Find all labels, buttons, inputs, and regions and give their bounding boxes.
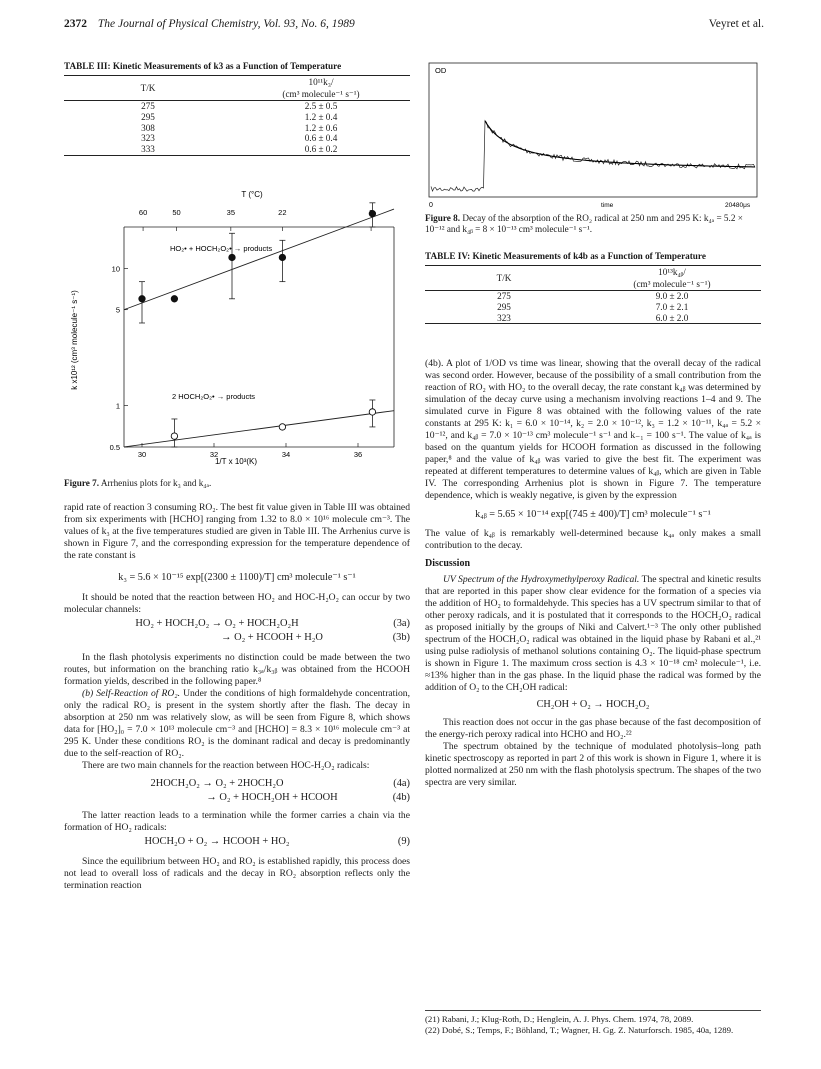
table-iii-col-t: T/K <box>140 83 156 93</box>
paragraph: This reaction does not occur in the gas phase because of the fast decomposition of the energy-rich peroxy radical into HCHO and HO₂.²² <box>425 717 761 740</box>
cell-k: 0.6 ± 0.4 <box>304 133 338 144</box>
fig7-x-tick-label: 36 <box>353 450 363 459</box>
paragraph: The value of k₄ᵦ is remarkably well-determined because k₄ₐ only makes a small contribution to the decay. <box>425 528 761 551</box>
fig7-caption-label: Figure 7. <box>64 478 100 488</box>
equation-4a <box>64 778 410 792</box>
cell-k: 9.0 ± 2.0 <box>655 291 689 301</box>
fig7-top-tick-label: 22 <box>278 208 287 217</box>
fig8-zero-label: 0 <box>429 202 433 209</box>
equation-number: (3b) <box>392 632 410 643</box>
fig7-y-tick-label: 1 <box>115 401 120 411</box>
equation-number: (4b) <box>392 792 410 803</box>
fig7-y-tick-label: 0.5 <box>109 443 120 452</box>
fig7-plot-area <box>124 227 394 447</box>
table-row <box>425 291 761 302</box>
cell-temp: 333 <box>141 144 155 155</box>
fig7-point-k3 <box>279 254 285 260</box>
table-row <box>64 101 410 112</box>
fig7-label-lower: 2 HOCH₂O₂• → products <box>172 392 256 401</box>
paragraph <box>425 574 761 694</box>
paragraph: The spectrum obtained by the technique of modulated photolysis–long path kinetic spectroscopy as reported in part 2 of this work is shown in Figure 1, where it is plotted normalized at 250 nm with the flash photolysis spectrum. The shapes of the two spectra are very similar. <box>425 741 761 788</box>
reference-22: (22) Dobé, S.; Temps, F.; Böhland, T.; Wagner, H. Gg. Z. Naturforsch. 1985, 40a, 1289. <box>425 1025 734 1035</box>
fig7-fit-line-k4a <box>124 411 394 447</box>
fig7-label-upper: HO₂• + HOCH₂O₂• → products <box>170 244 273 253</box>
cell-temp: 323 <box>497 312 511 323</box>
fig8-caption-text: Decay of the absorption of the RO₂ radical at 250 nm and 295 K: k₄ₐ = 5.2 × 10⁻¹² and k₄ᵦ = 8 × 10⁻¹³ cm³ molecule⁻¹ s⁻¹. <box>425 213 743 234</box>
table-iv-grid <box>425 265 761 324</box>
table-iii-col-k-a: 10¹¹k₃/ <box>308 77 334 87</box>
equation-number: (3a) <box>393 618 410 629</box>
table-row <box>64 133 410 144</box>
fig7-point-k4a <box>171 433 177 439</box>
fig7-top-tick-label: 60 <box>138 208 148 217</box>
cell-k: 7.0 ± 2.1 <box>655 301 689 312</box>
subsection-head: UV Spectrum of the Hydroxymethylperoxy Radical. <box>443 574 640 585</box>
equation-3a <box>64 618 410 632</box>
paragraph: There are two main channels for the reaction between HOC-H₂O₂ radicals: <box>82 760 370 771</box>
table-iv-col-k-a: 10¹³k₄ᵦ/ <box>658 267 686 277</box>
table-iv-caption: TABLE IV: Kinetic Measurements of k4b as a Function of Temperature <box>425 251 706 261</box>
fig7-top-ticks <box>139 208 373 231</box>
left-column <box>64 502 410 892</box>
fig7-data-marks <box>124 203 394 447</box>
equation-text: HOCH₂O + O₂ → HCOOH + HO₂ <box>144 836 290 847</box>
table-iv-col-k-b: (cm³ molecule⁻¹ s⁻¹) <box>633 279 711 289</box>
table-iii-caption: TABLE III: Kinetic Measurements of k3 as a Function of Temperature <box>64 61 342 71</box>
fig7-point-k3 <box>229 254 235 260</box>
table-iii <box>64 61 410 156</box>
equation-text: HO₂ + HOCH₂O₂ → O₂ + HOCH₂O₂H <box>135 618 299 629</box>
fig7-caption-text: Arrhenius plots for k₃ and k₄ₐ. <box>99 478 212 488</box>
equation-ch2oh: CH₂OH + O₂ → HOCH₂O₂ <box>536 699 650 710</box>
equation-3b <box>64 632 410 646</box>
fig7-y-ticks <box>110 264 128 452</box>
paragraph <box>64 688 410 760</box>
equation-9 <box>64 836 410 850</box>
fig8-frame <box>429 63 757 197</box>
cell-temp: 275 <box>141 101 155 111</box>
equation-k3: k₃ = 5.6 × 10⁻¹⁵ exp[(2300 ± 1100)/T] cm³ molecule⁻¹ s⁻¹ <box>118 572 356 583</box>
cell-temp: 295 <box>497 301 511 312</box>
fig7-x-tick-label: 30 <box>137 450 147 459</box>
cell-temp: 323 <box>141 133 155 144</box>
fig7-top-tick-label: 50 <box>172 208 181 217</box>
cell-k: 2.5 ± 0.5 <box>304 101 338 111</box>
table-row <box>425 302 761 313</box>
equation-text: 2HOCH₂O₂ → O₂ + 2HOCH₂O <box>150 778 284 789</box>
page-number: 2372 <box>64 18 87 30</box>
fig8-trace <box>431 121 755 192</box>
fig7-x-tick-label: 34 <box>281 450 291 459</box>
table-row <box>64 144 410 155</box>
equation-text: → O₂ + HOCH₂OH + HCOOH <box>206 792 338 803</box>
table-iv <box>425 251 761 324</box>
equation-number: (9) <box>397 836 410 847</box>
fig7-point-k4a <box>369 409 375 415</box>
fig7-point-k3 <box>139 296 145 302</box>
fig8-end-label: 20480μs <box>725 202 751 209</box>
cell-k: 1.2 ± 0.4 <box>304 111 338 122</box>
figure-7-arrhenius-plot <box>64 185 410 475</box>
equation-k4b: k₄ᵦ = 5.65 × 10⁻¹⁴ exp[(745 ± 400)/T] cm³ molecule⁻¹ s⁻¹ <box>475 509 711 520</box>
fig8-data-marks <box>431 121 755 192</box>
cell-k: 0.6 ± 0.2 <box>304 144 338 155</box>
fig7-top-axis-title: T (°C) <box>241 190 263 199</box>
paragraph: Since the equilibrium between HO₂ and RO₂ is established rapidly, this process does not lead to overall loss of radicals and the decay in RO₂ absorption reflects only the termination reaction <box>64 856 410 891</box>
paragraph: rapid rate of reaction 3 consuming RO₂. The best fit value given in Table III was obtained from six experiments with [HCHO] ranging from 1.32 to 8.0 × 10¹⁶ molecule cm⁻³. The values of k₃ at the five temperatures studied are given in Table III. The Arrhenius curve is shown in Figure 7, and the corresponding expression for the temperature dependence of the rate constant is <box>64 502 410 561</box>
equation-4b <box>64 792 410 806</box>
right-column <box>425 358 761 789</box>
running-authors: Veyret et al. <box>708 18 764 30</box>
fig8-ylabel: OD <box>435 66 447 75</box>
fig8-caption-label: Figure 8. <box>425 213 461 223</box>
fig8-time-label: time <box>601 202 614 209</box>
paragraph: (4b). A plot of 1/OD vs time was linear, showing that the overall decay of the radical was second order. However, because of the possibility of a small contribution from the reaction of RO₂ with HO₂ to the overall decay, the rate constant k₄ᵦ was determined by simulation of the decay curve using a mechanism involving reactions 1–4 and 9. The simulated curve in Figure 8 was obtained with the following values of the rate constants at 295 K: k₁ = 6.0 × 10⁻¹⁴, k₂ = 2.0 × 10⁻¹², k₃ = 1.2 × 10⁻¹¹, k₄ₐ = 5.2 × 10⁻¹², and k₄ᵦ = 7.0 × 10⁻¹³ cm³ molecule⁻¹ s⁻¹ and k₋₁ = 100 s⁻¹. The value of k₄ₐ is based on the quantum yields for HCOOH formation as discussed in the following paper,⁸ and the value of k₄ᵦ was varied to give the best fit. The experiment was repeated at different temperatures to determine values of k₄ᵦ, which are given in Table IV. The corresponding Arrhenius plot is shown in Figure 7. The temperature dependence, which is weakly negative, is given by the expression <box>425 358 761 501</box>
fig7-ylabel: k x10¹² (cm³ molecule⁻¹ s⁻¹) <box>70 290 79 390</box>
fig7-top-tick-label: 35 <box>226 208 236 217</box>
running-header <box>64 18 764 34</box>
fig7-y-tick-label: 5 <box>115 305 120 315</box>
fig8-simulated-curve <box>485 121 755 167</box>
fig7-point-k3 <box>171 296 177 302</box>
paragraph-text: Under the conditions of high formaldehyde concentration, only the radical RO₂ is present in the system shortly after the flash. The decay in absorption at 250 nm was relatively slow, as will be seen from Figure 8, which shows data for [HO₂]₀ = 7.0 × 10¹³ molecule cm⁻³ and [HCHO] = 8.3 × 10¹⁶ molecule cm⁻³ at 295 K. Under these conditions RO₂ is the dominant radical and decay is predominantly due to the self-reaction of RO₂. <box>64 688 410 759</box>
paragraph: In the flash photolysis experiments no distinction could be made between the two routes, but information on the branching ratio k₃ₐ/k₃ᵦ was obtained from the HCOOH formation yields, described in the following paper.⁸ <box>64 652 410 687</box>
figure-8-decay-trace <box>425 61 761 211</box>
equation-text: → O₂ + HCOOH + H₂O <box>221 632 323 643</box>
figure-8-caption <box>425 213 761 235</box>
table-row <box>64 112 410 123</box>
cell-temp: 275 <box>497 291 511 301</box>
figure-7-caption <box>64 478 410 489</box>
cell-k: 6.0 ± 2.0 <box>655 312 689 323</box>
paragraph: It should be noted that the reaction between HO₂ and HOC-H₂O₂ can occur by two molecular channels: <box>64 592 410 615</box>
journal-title: The Journal of Physical Chemistry, Vol. 93, No. 6, 1989 <box>97 18 355 30</box>
footnote-references <box>425 1010 761 1036</box>
table-iv-col-t: T/K <box>496 273 512 283</box>
fig7-y-tick-label: 10 <box>111 264 120 274</box>
table-row <box>425 313 761 324</box>
fig7-point-k3 <box>369 210 375 216</box>
table-row <box>64 123 410 134</box>
paragraph: The latter reaction leads to a termination while the former carries a chain via the formation of HO₂ radicals: <box>64 810 410 833</box>
subsection-head: (b) Self-Reaction of RO₂. <box>82 688 181 699</box>
fig7-point-k4a <box>279 424 285 430</box>
section-heading-discussion: Discussion <box>425 558 471 569</box>
fig7-fit-line-k3 <box>124 209 394 310</box>
fig7-x-tick-label: 32 <box>209 450 219 459</box>
equation-number: (4a) <box>393 778 410 789</box>
cell-temp: 308 <box>141 122 155 133</box>
fig7-xlabel: 1/T x 10³(K) <box>214 457 258 466</box>
table-iii-grid <box>64 75 410 156</box>
table-iii-col-k-b: (cm³ molecule⁻¹ s⁻¹) <box>282 89 360 99</box>
cell-temp: 295 <box>141 111 155 122</box>
cell-k: 1.2 ± 0.6 <box>304 122 338 133</box>
paragraph-text: The spectral and kinetic results that are reported in this paper show clear evidence for the formation of a species via the addition of HO₂ to formaldehyde. This species has a UV spectrum similar to that of other peroxy radicals, and it is postulated that it corresponds to the HOCH₂O₂ radical as proposed initially by the groups of Niki and Calvert.¹⁻³ The only other published spectrum of the HOCH₂O₂ radical was obtained in the liquid phase by Rabani et al.,²¹ using pulse radiolysis of methanol solutions containing O₂. The liquid-phase spectrum is shown in Figure 1. The maximum cross section is 4.3 × 10⁻¹⁸ cm² molecule⁻¹, i.e. ≈13% higher than in the gas phase. In the liquid phase the radical was formed by the addition of O₂ to the CH₂OH radical: <box>425 574 761 693</box>
reference-21: (21) Rabani, J.; Klug-Roth, D.; Henglein, A. J. Phys. Chem. 1974, 78, 2089. <box>425 1014 694 1024</box>
